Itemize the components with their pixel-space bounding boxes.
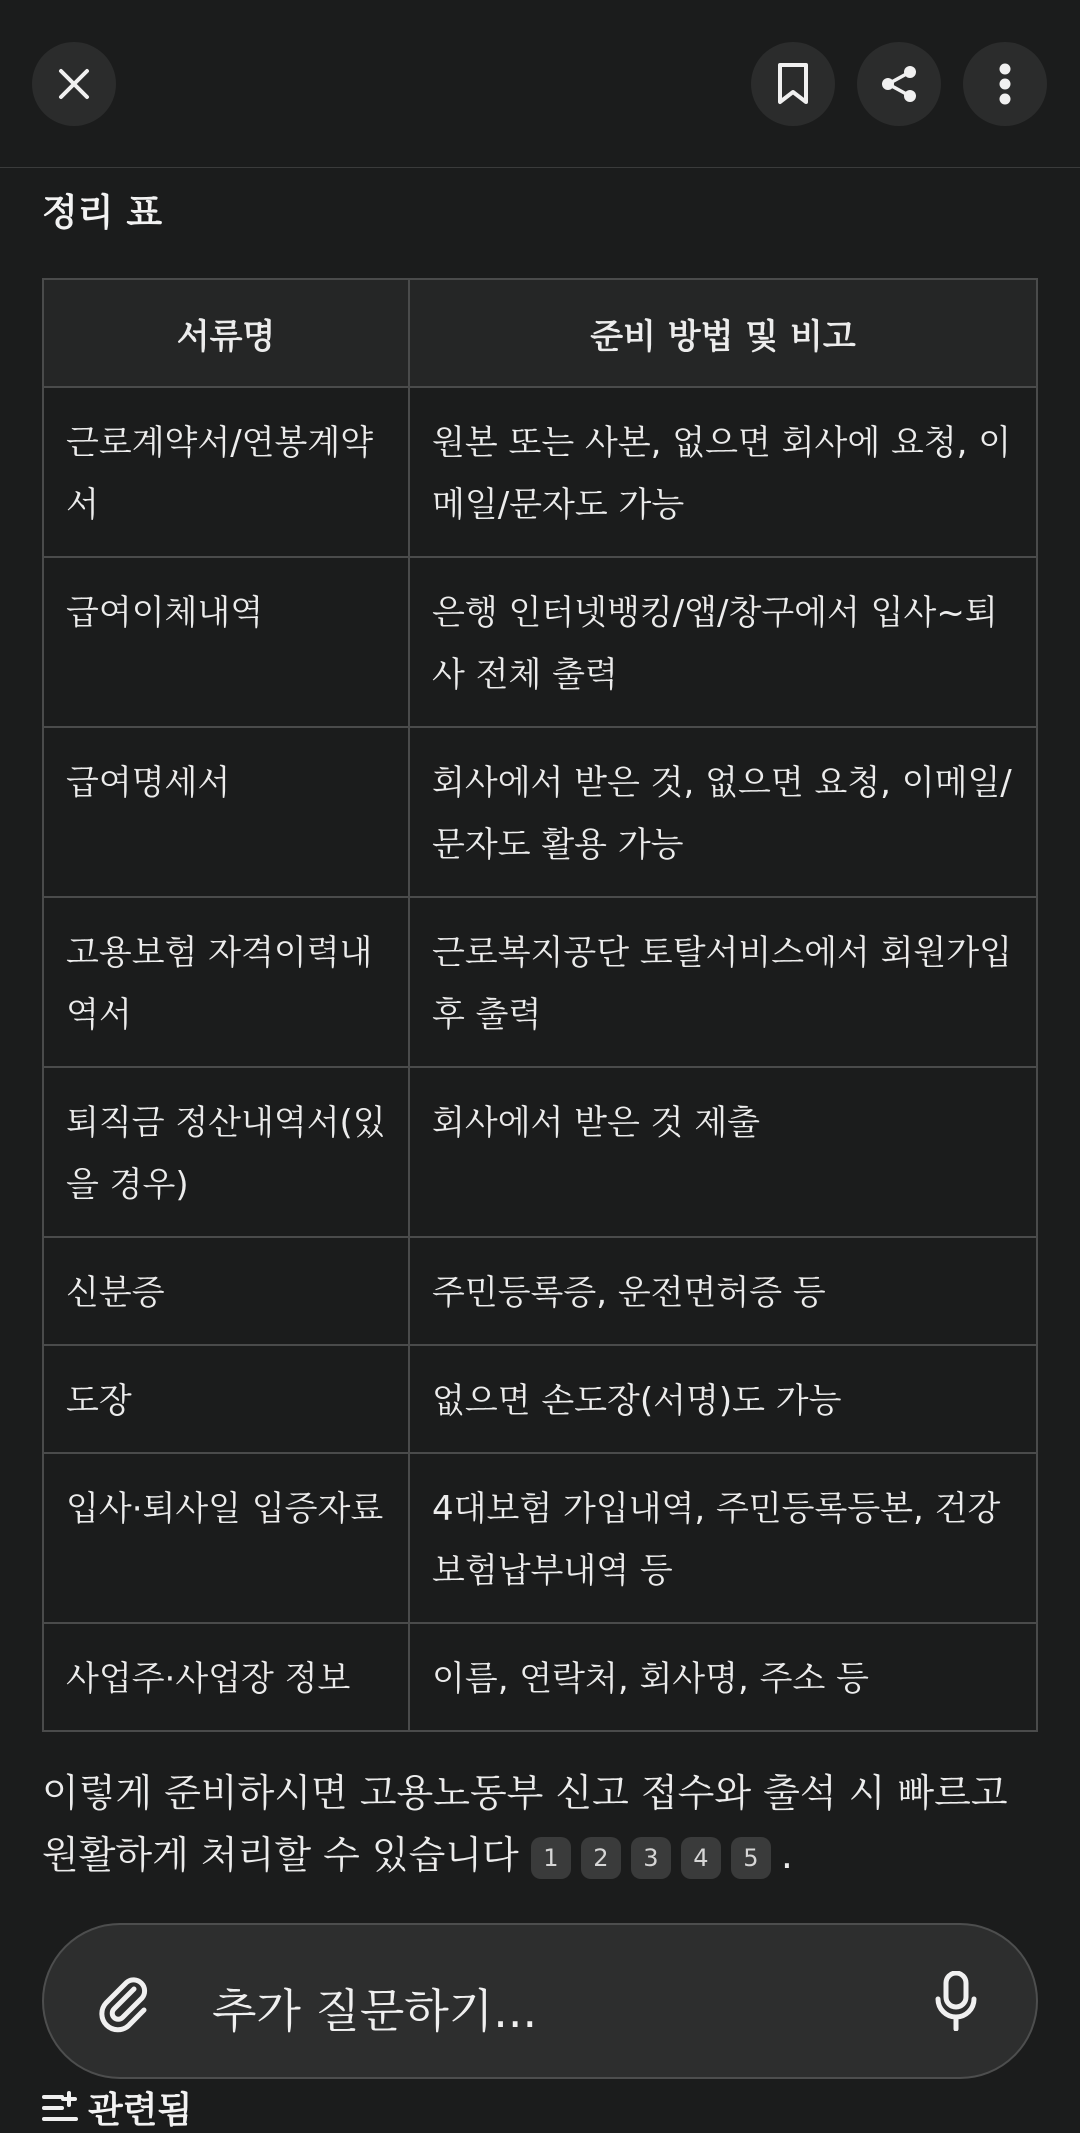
summary-end: . (780, 1833, 793, 1877)
preparation-note: 회사에서 받은 것, 없으면 요청, 이메일/문자도 활용 가능 (409, 727, 1037, 897)
bookmark-button[interactable] (751, 42, 835, 126)
preparation-note: 주민등록증, 운전면허증 등 (409, 1237, 1037, 1345)
attachment-icon[interactable] (94, 1973, 154, 2033)
document-name: 급여명세서 (43, 727, 409, 897)
table-row (43, 897, 1037, 1067)
follow-up-input[interactable]: 추가 질문하기... (212, 1984, 538, 2038)
document-name: 사업주·사업장 정보 (43, 1623, 409, 1731)
more-vertical-icon (998, 63, 1012, 105)
related-label: 관련됨 (88, 2090, 193, 2131)
share-button[interactable] (857, 42, 941, 126)
table-row (43, 1345, 1037, 1453)
document-name: 신분증 (43, 1237, 409, 1345)
document-name: 퇴직금 정산내역서(있을 경우) (43, 1067, 409, 1237)
related-section-header (42, 2082, 192, 2133)
table-row (43, 1067, 1037, 1237)
summary-paragraph (42, 1762, 1042, 1886)
preparation-note: 원본 또는 사본, 없으면 회사에 요청, 이메일/문자도 가능 (409, 387, 1037, 557)
header-preparation-notes: 준비 방법 및 비고 (409, 279, 1037, 387)
summary-text: 이렇게 준비하시면 고용노동부 신고 접수와 출석 시 빠르고 원활하게 처리할 수 있습니다 (42, 1771, 1008, 1877)
document-name: 입사·퇴사일 입증자료 (43, 1453, 409, 1623)
citation-badge[interactable]: 1 (531, 1837, 571, 1879)
preparation-note: 없으면 손도장(서명)도 가능 (409, 1345, 1037, 1453)
table-row (43, 1237, 1037, 1345)
preparation-note: 은행 인터넷뱅킹/앱/창구에서 입사~퇴사 전체 출력 (409, 557, 1037, 727)
more-options-button[interactable] (963, 42, 1047, 126)
citation-badge[interactable]: 5 (731, 1837, 771, 1879)
microphone-icon[interactable] (934, 1971, 978, 2031)
table-row (43, 1453, 1037, 1623)
top-bar (0, 0, 1080, 168)
related-list-icon (42, 2091, 78, 2125)
section-title: 정리 표 (42, 191, 163, 234)
follow-up-composer[interactable] (42, 1923, 1038, 2079)
document-name: 근로계약서/연봉계약서 (43, 387, 409, 557)
close-button[interactable] (32, 42, 116, 126)
document-name: 급여이체내역 (43, 557, 409, 727)
bookmark-icon (776, 62, 810, 106)
citation-badge[interactable]: 4 (681, 1837, 721, 1879)
share-icon (879, 64, 919, 104)
preparation-note: 4대보험 가입내역, 주민등록등본, 건강보험납부내역 등 (409, 1453, 1037, 1623)
document-name: 도장 (43, 1345, 409, 1453)
preparation-note: 근로복지공단 토탈서비스에서 회원가입 후 출력 (409, 897, 1037, 1067)
documents-table (42, 278, 1038, 1732)
citation-badge[interactable]: 3 (631, 1837, 671, 1879)
preparation-note: 회사에서 받은 것 제출 (409, 1067, 1037, 1237)
citation-badge[interactable]: 2 (581, 1837, 621, 1879)
table-row (43, 1623, 1037, 1731)
table-header-row (43, 279, 1037, 387)
close-icon (57, 67, 91, 101)
table-row (43, 387, 1037, 557)
header-document-name: 서류명 (43, 279, 409, 387)
preparation-note: 이름, 연락처, 회사명, 주소 등 (409, 1623, 1037, 1731)
table-row (43, 557, 1037, 727)
table-row (43, 727, 1037, 897)
document-name: 고용보험 자격이력내역서 (43, 897, 409, 1067)
